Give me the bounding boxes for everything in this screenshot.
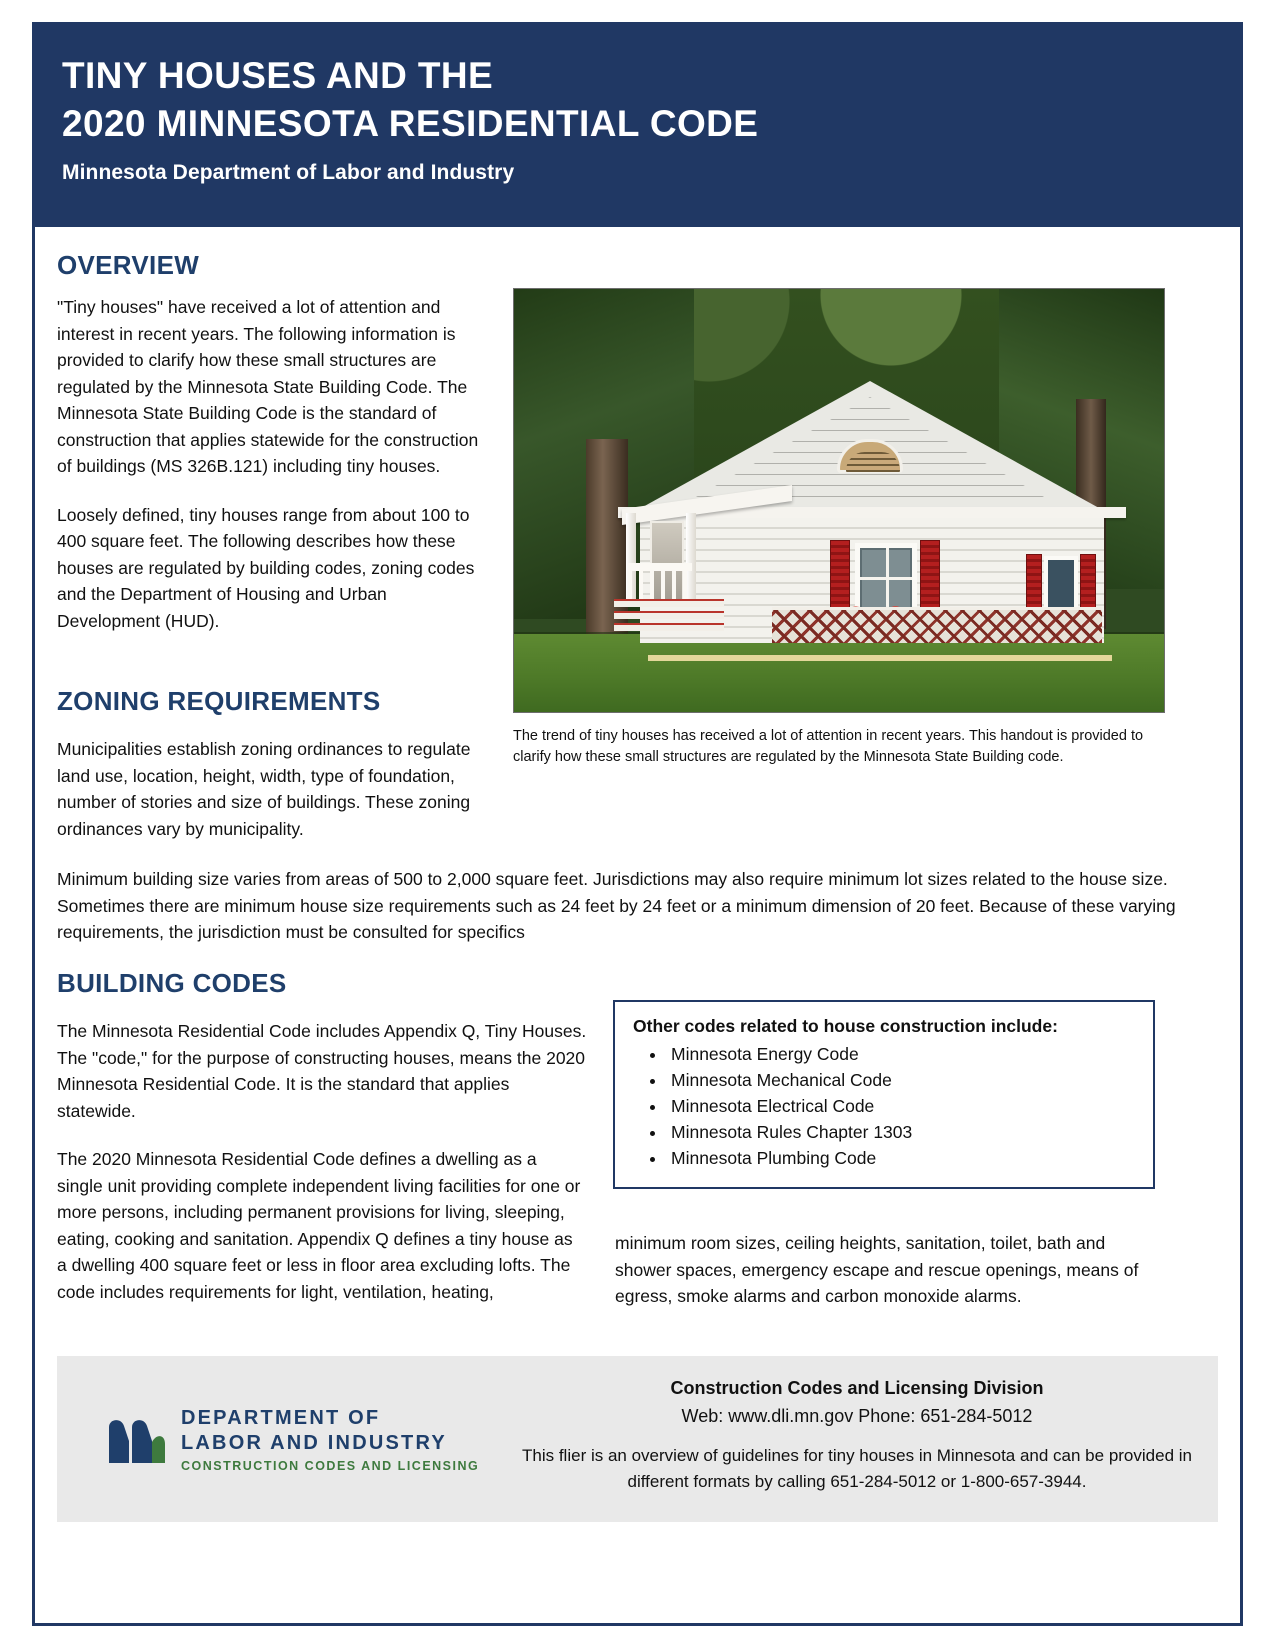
list-item: • Minnesota Electrical Code [667, 1093, 1135, 1119]
overview-paragraph-2: Loosely defined, tiny houses range from about 100 to 400 square feet. The following describes how these houses are regulated by building codes, zoning codes and the Department of Housing and Urban Development (HUD). [57, 504, 475, 631]
tiny-house-photo-image [514, 289, 1164, 712]
dli-logo-text [181, 1408, 479, 1473]
building-codes-paragraph-2-continued: minimum room sizes, ceiling heights, sanitation, toilet, bath and shower spaces, emergency escape and rescue openings, means of egress, smoke alarms and carbon monoxide alarms. [615, 1233, 1139, 1306]
dli-logo-line-1: DEPARTMENT OF [181, 1406, 381, 1429]
dli-logo-line-3: CONSTRUCTION CODES AND LICENSING [181, 1458, 480, 1473]
photo-lawn [514, 634, 1164, 712]
photo-foundation-lattice [772, 607, 1102, 643]
zoning-text-column [57, 736, 487, 842]
tiny-house-photo [513, 288, 1165, 713]
page-content [35, 228, 1240, 1623]
zoning-wide-column [57, 866, 1177, 946]
dli-logo [105, 1398, 505, 1482]
footer-division-title: Construction Codes and Licensing Division [670, 1378, 1044, 1398]
other-codes-box [613, 1000, 1155, 1189]
photo-caption: The trend of tiny houses has received a lot of attention in recent years. This handout is provided to clarify how these small structures are regulated by the Minnesota State Building code. [513, 728, 1144, 765]
page-header [32, 22, 1243, 227]
photo-wall-trim [648, 655, 1112, 661]
building-codes-continued-column [615, 1230, 1155, 1310]
page-footer [57, 1356, 1218, 1522]
footer-contact-block [512, 1378, 1202, 1495]
photo-house [632, 381, 1112, 643]
other-codes-box-title: Other codes related to house construction include: [633, 1016, 1058, 1036]
building-codes-text-column [57, 1018, 587, 1305]
zoning-paragraph-1: Municipalities establish zoning ordinances to regulate land use, location, height, width, type of foundation, number of stories and size of buildings. These zoning ordinances vary by municipality. [57, 739, 471, 839]
list-item: • Minnesota Mechanical Code [667, 1067, 1135, 1093]
header-subtitle: Minnesota Department of Labor and Industry [62, 161, 515, 184]
overview-text-column [57, 294, 489, 634]
building-codes-heading: BUILDING CODES [57, 968, 287, 998]
list-item: • Minnesota Energy Code [667, 1041, 1135, 1067]
photo-front-window [855, 543, 917, 615]
zoning-paragraph-2: Minimum building size varies from areas of 500 to 2,000 square feet. Jurisdictions may also require minimum lot sizes related to the house size. Sometimes there are minimum house size requirements such as 24 feet by 24 feet or a minimum dimension of 20 feet. Because of these varying requirements, the jurisdiction must be consulted for specifics [57, 869, 1176, 942]
footer-contact-line: Web: www.dli.mn.gov Phone: 651-284-5012 [681, 1406, 1033, 1426]
list-item: • Minnesota Plumbing Code [667, 1145, 1135, 1171]
overview-heading: OVERVIEW [57, 250, 200, 280]
overview-paragraph-1: "Tiny houses" have received a lot of attention and interest in recent years. The following information is provided to clarify how these small structures are regulated by the Minnesota State Building Code. The Minnesota State Building Code is the standard of construction that applies statewide for the construction of buildings (MS 326B.121) including tiny houses. [57, 297, 479, 476]
header-title-line-1: TINY HOUSES AND THE [62, 55, 494, 96]
photo-porch-steps [614, 599, 724, 639]
building-codes-paragraph-2: The 2020 Minnesota Residential Code defines a dwelling as a single unit providing complete independent living facilities for one or more persons, including permanent provisions for living, sleeping, eating, cooking and sanitation. Appendix Q defines a tiny house as a dwelling 400 square feet or less in floor area excluding lofts. The code includes requirements for light, ventilation, heating, [57, 1149, 581, 1302]
other-codes-list [633, 1041, 1135, 1171]
footer-note: This flier is an overview of guidelines for tiny houses in Minnesota and can be provided in different formats by calling 651-284-5012 or 1-800-657-3944. [522, 1446, 1192, 1491]
photo-side-window [1044, 556, 1078, 614]
dli-logo-line-2: LABOR AND INDUSTRY [181, 1431, 447, 1454]
building-codes-paragraph-1: The Minnesota Residential Code includes Appendix Q, Tiny Houses. The "code," for the purpose of constructing houses, means the 2020 Minnesota Residential Code. It is the standard that applies statewide. [57, 1021, 587, 1121]
photo-porch-rail [628, 563, 692, 571]
minnesota-mn-logo-icon [105, 1413, 167, 1467]
photo-porch-balusters [628, 571, 692, 601]
header-title-line-2: 2020 MINNESOTA RESIDENTIAL CODE [62, 103, 759, 144]
list-item: • Minnesota Rules Chapter 1303 [667, 1119, 1135, 1145]
zoning-heading: ZONING REQUIREMENTS [57, 686, 381, 716]
